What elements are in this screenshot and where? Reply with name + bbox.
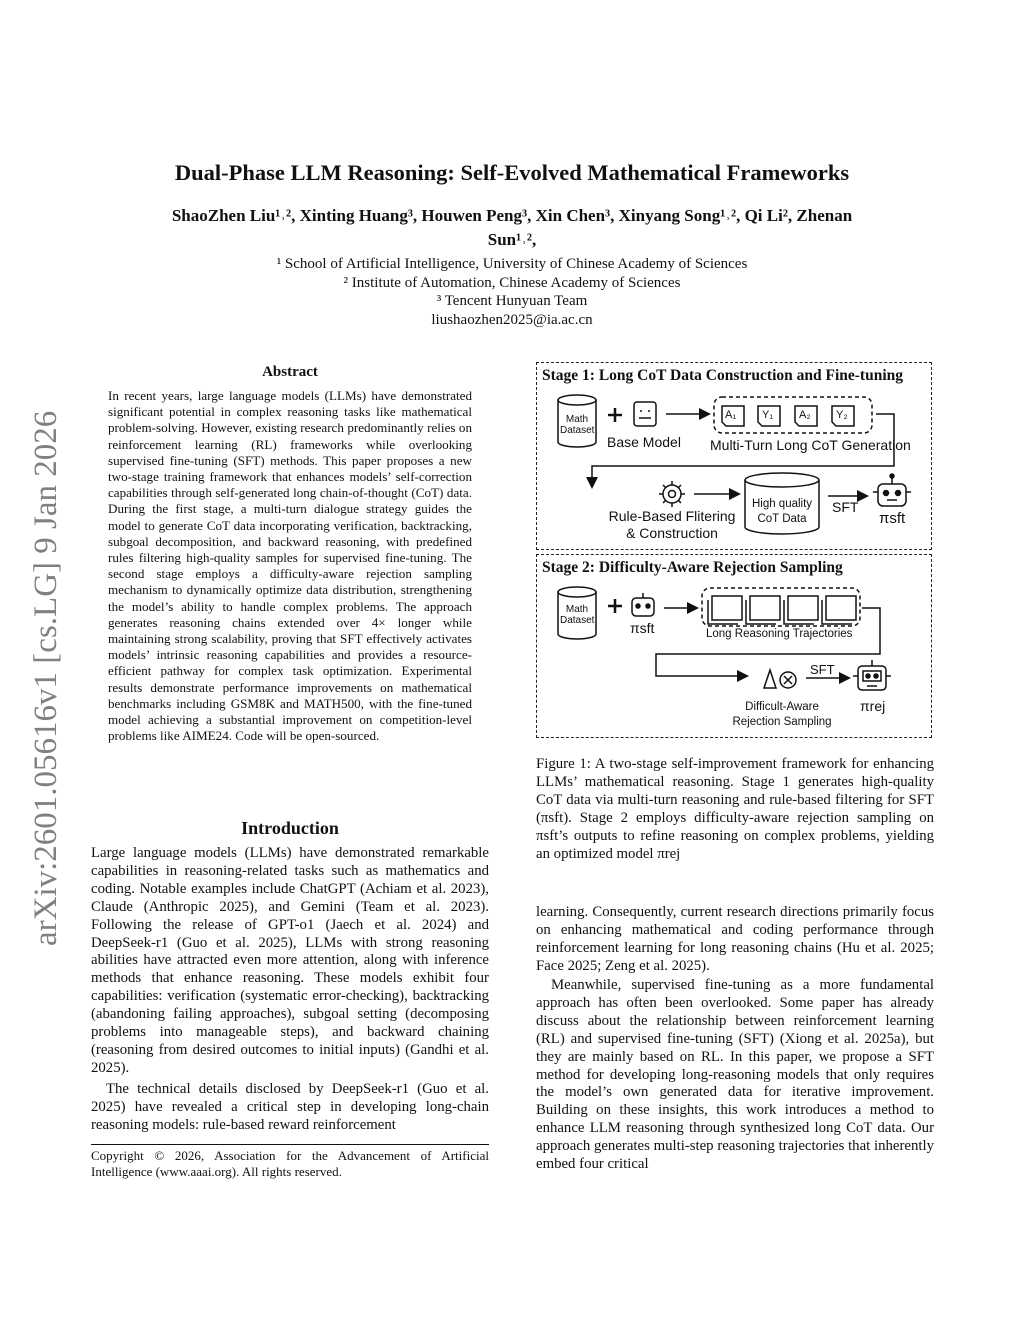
- difficulty-line2: Rejection Sampling: [732, 716, 832, 728]
- authors-line-1: ShaoZhen Liu¹˒², Xinting Huang³, Houwen Peng³, Xin Chen³, Xinyang Song¹˒², Qi Li², Zhenan: [171, 206, 853, 225]
- affiliation-1: ¹ School of Artificial Intelligence, University of Chinese Academy of Sciences: [276, 256, 748, 272]
- difficulty-aware-label: [722, 700, 842, 730]
- multi-turn-generation-label: Multi-Turn Long CoT Generation: [710, 437, 911, 453]
- hq-data-line2: CoT Data: [757, 513, 807, 525]
- author-list: [105, 204, 919, 252]
- cot-chip-group: [714, 397, 872, 433]
- stage-1-title: Stage 1: Long CoT Data Construction and Fine-tuning: [542, 367, 903, 384]
- math-dataset-label-stage1: [560, 414, 594, 436]
- pi-sft-label-stage1: πsft: [879, 510, 906, 527]
- math-dataset-line1-s2: Math: [565, 604, 589, 615]
- pi-sft-label-stage2: πsft: [630, 620, 655, 636]
- abstract-heading: Abstract: [262, 364, 318, 380]
- chip-y1-label: Y₁: [762, 409, 774, 421]
- chip-a2-label: A₂: [799, 409, 811, 421]
- long-trajectories-label: Long Reasoning Trajectories: [706, 628, 853, 640]
- sft-label-stage2: SFT: [810, 662, 835, 677]
- rule-based-filtering-label: [602, 508, 742, 542]
- robot-icon-pi-sft: [873, 474, 911, 506]
- base-model-label: Base Model: [607, 434, 681, 450]
- robot-icon-pi-rej: [853, 660, 891, 690]
- affiliation-3: ³ Tencent Hunyuan Team: [436, 293, 588, 310]
- affiliation-2: ² Institute of Automation, Chinese Academy of Sciences: [343, 274, 681, 291]
- right-column-paragraph-1: learning. Consequently, current research directions primarily focus on enhancing mathematical and coding performance through reinforcement learning for long reasoning chains (Hu et al. 2025; Face 2025; Zeng et al. 2025).: [536, 904, 934, 974]
- arxiv-identifier: arXiv:2601.05616v1 [cs.LG] 9 Jan 2026: [28, 410, 64, 946]
- rule-filter-line1: Rule-Based Flitering: [608, 508, 736, 524]
- difficulty-line1: Difficult-Aware: [745, 701, 819, 713]
- arrow-to-rejection: [656, 608, 880, 676]
- sft-label-stage1: SFT: [832, 499, 859, 515]
- introduction-heading: Introduction: [241, 818, 339, 838]
- base-model-icon: [634, 402, 656, 426]
- robot-icon-pi-sft-small: [632, 593, 654, 616]
- plus-icon: [608, 408, 622, 422]
- figure-1: [536, 362, 934, 742]
- figure-1-caption: Figure 1: A two-stage self-improvement framework for enhancing LLMs’ mathematical reasoning. Stage 1 generates high-quality CoT data via multi-turn reasoning and rule-based filtering for SFT (πsft). Stage 2 employs difficulty-aware rejection sampling on πsft’s outputs to refine reasoning on complex problems, yielding an optimized model πrej: [536, 756, 934, 862]
- contact-email: liushaozhen2025@ia.ac.cn: [431, 311, 593, 328]
- chip-a1-label: A₁: [725, 409, 737, 421]
- arxiv-side-stamp: [14, 380, 70, 950]
- rule-filter-line2: & Construction: [626, 525, 718, 541]
- authors-line-2: Sun¹˒²,: [487, 230, 537, 249]
- introduction-paragraph-1: Large language models (LLMs) have demonstrated remarkable capabilities in reasoning-related tasks such as mathematics and coding. Notable examples include ChatGPT (Achiam et al. 2023), Claude (Anthropic 2025), and Gemini (Team et al. 2023). Following the release of GPT-o1 (Jaech et al. 2024) and DeepSeek-r1 (Guo et al. 2025), LLMs with strong reasoning abilities have attracted even more attention, along with inference methods that enhance reasoning. These models exhibit four capabilities: verification (systematic error-checking), backtracking (abandoning failing approaches), subgoal setting (decomposing problems into manageable steps), and backward chaining (reasoning from desired outcomes to initial inputs) (Gandhi et al. 2025).: [91, 845, 489, 1076]
- math-dataset-line2: Dataset: [560, 425, 595, 436]
- stage-2-title: Stage 2: Difficulty-Aware Rejection Sampling: [542, 559, 843, 576]
- math-dataset-line2-s2: Dataset: [560, 615, 595, 626]
- abstract-text: In recent years, large language models (LLMs) have demonstrated significant potential in complex reasoning tasks like mathematical problem-solving. However, existing research predominantly relies on reinforcement learning (RL) frameworks while overlooking supervised fine-tuning (SFT) methods. This paper proposes a new two-stage training framework that enhances models’ self-correction capabilities through self-generated long chain-of-thought (CoT) data. During the first stage, a multi-turn dialogue strategy guides the model to generate CoT data incorporating verification, backtracking, subgoal decomposition, and backward reasoning, with predefined rules filtering high-quality samples for supervised fine-tuning. The second stage employs a difficulty-aware rejection sampling mechanism to dynamically optimize data distribution, strengthening the model’s ability to handle complex problems. The approach generates reasoning chains extended over 4× longer while maintaining strong scalability, proving that SFT effectively activates models’ intrinsic reasoning capabilities and provides a resource-efficient pathway for complex task optimization. Experimental results demonstrate performance improvements on mathematical benchmarks including GSM8K and MATH500, with the fine-tuned model achieving a substantial improvement on competition-level problems like AIME24. Code will be open-sourced.: [108, 388, 472, 744]
- right-column-paragraph-2: Meanwhile, supervised fine-tuning as a more fundamental approach has often been overlooked. Some paper has already discuss about the relationship between reinforcement learning (RL) and supervised fine-tuning (SFT) (Xiong et al. 2025a), but they are mainly based on RL. In this paper, we propose a SFT method for developing long-reasoning models that only requires the model’s own generated data for iterative improvement. Building on these insights, this work introduces a method to enhance LLM reasoning through synthesized long CoT data. Our approach generates multi-step reasoning trajectories that inherently embed four critical: [536, 977, 934, 1173]
- paper-title: Dual-Phase LLM Reasoning: Self-Evolved Mathematical Frameworks: [174, 160, 850, 185]
- introduction-paragraph-2: The technical details disclosed by DeepSeek-r1 (Guo et al. 2025) have revealed a critical step in developing long-chain reasoning models: rule-based reward reinforcement: [91, 1081, 489, 1133]
- math-dataset-label-stage2: [560, 604, 594, 626]
- affiliations: [200, 255, 824, 329]
- copyright-notice: Copyright © 2026, Association for the Advancement of Artificial Intelligence (www.aaai.org). All rights reserved.: [91, 1144, 489, 1180]
- trajectory-docs: [708, 596, 856, 624]
- chip-y2-label: Y₂: [836, 409, 848, 421]
- pi-rej-label: πrej: [860, 698, 886, 714]
- rejection-sampling-icon: [764, 670, 796, 688]
- hq-data-line1: High quality: [751, 498, 813, 510]
- gear-icon: [659, 481, 685, 507]
- plus-icon-stage2: [608, 599, 622, 613]
- hq-cot-data-label: [748, 497, 816, 527]
- math-dataset-line1: Math: [565, 414, 589, 425]
